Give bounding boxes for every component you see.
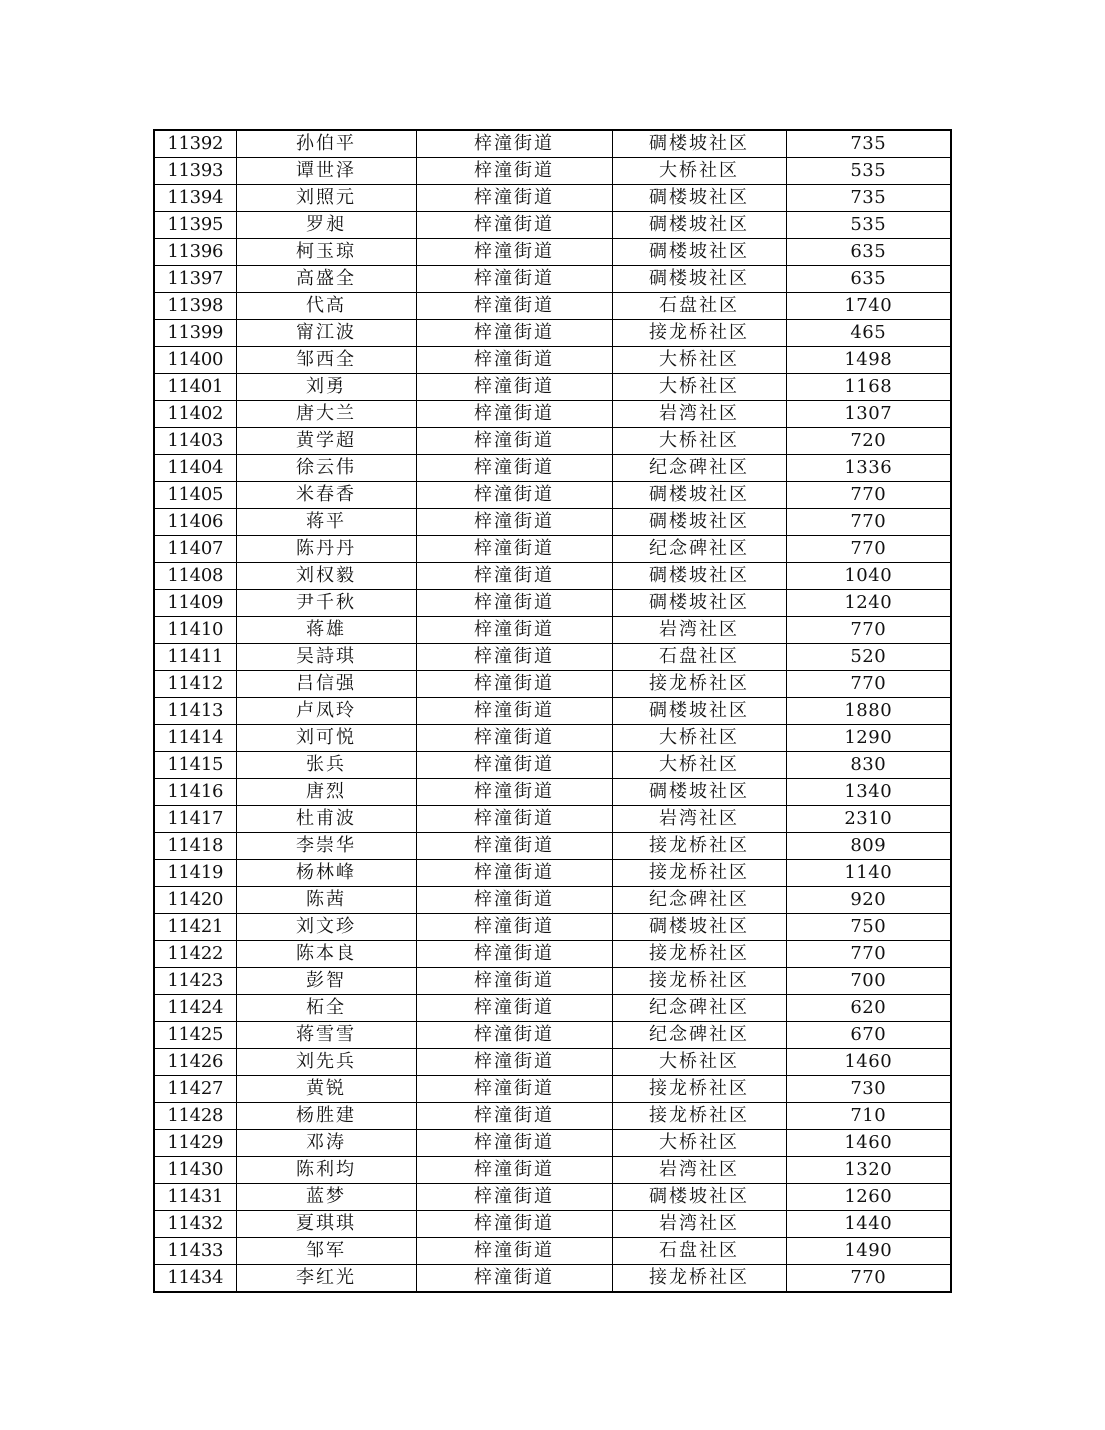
street-cell: 梓潼街道: [416, 455, 612, 482]
table-row: [154, 671, 951, 698]
row-number-cell: 11425: [154, 1022, 236, 1049]
name-cell: 米春香: [236, 482, 416, 509]
community-cell: 大桥社区: [612, 1049, 786, 1076]
row-number-cell: 11411: [154, 644, 236, 671]
row-number-cell: 11429: [154, 1130, 236, 1157]
community-cell: 接龙桥社区: [612, 1103, 786, 1130]
amount-cell: 1740: [786, 293, 951, 320]
community-cell: 碉楼坡社区: [612, 212, 786, 239]
row-number-cell: 11392: [154, 130, 236, 158]
row-number-cell: 11394: [154, 185, 236, 212]
name-cell: 蒋雄: [236, 617, 416, 644]
amount-cell: 1040: [786, 563, 951, 590]
amount-cell: 1307: [786, 401, 951, 428]
row-number-cell: 11402: [154, 401, 236, 428]
table-row: [154, 320, 951, 347]
table-body: [154, 130, 951, 1292]
street-cell: 梓潼街道: [416, 833, 612, 860]
table-row: [154, 401, 951, 428]
name-cell: 张兵: [236, 752, 416, 779]
row-number-cell: 11426: [154, 1049, 236, 1076]
street-cell: 梓潼街道: [416, 671, 612, 698]
street-cell: 梓潼街道: [416, 779, 612, 806]
name-cell: 唐大兰: [236, 401, 416, 428]
street-cell: 梓潼街道: [416, 644, 612, 671]
street-cell: 梓潼街道: [416, 1265, 612, 1293]
name-cell: 杨林峰: [236, 860, 416, 887]
row-number-cell: 11401: [154, 374, 236, 401]
community-cell: 接龙桥社区: [612, 968, 786, 995]
street-cell: 梓潼街道: [416, 401, 612, 428]
street-cell: 梓潼街道: [416, 347, 612, 374]
name-cell: 陈利均: [236, 1157, 416, 1184]
community-cell: 大桥社区: [612, 1130, 786, 1157]
name-cell: 刘权毅: [236, 563, 416, 590]
row-number-cell: 11418: [154, 833, 236, 860]
name-cell: 甯江波: [236, 320, 416, 347]
table-row: [154, 860, 951, 887]
name-cell: 罗昶: [236, 212, 416, 239]
amount-cell: 1340: [786, 779, 951, 806]
amount-cell: 635: [786, 266, 951, 293]
name-cell: 邹军: [236, 1238, 416, 1265]
amount-cell: 1880: [786, 698, 951, 725]
street-cell: 梓潼街道: [416, 320, 612, 347]
street-cell: 梓潼街道: [416, 752, 612, 779]
table-row: [154, 374, 951, 401]
row-number-cell: 11408: [154, 563, 236, 590]
row-number-cell: 11416: [154, 779, 236, 806]
amount-cell: 1440: [786, 1211, 951, 1238]
amount-cell: 520: [786, 644, 951, 671]
table-row: [154, 779, 951, 806]
street-cell: 梓潼街道: [416, 1076, 612, 1103]
community-cell: 碉楼坡社区: [612, 563, 786, 590]
name-cell: 黄学超: [236, 428, 416, 455]
amount-cell: 465: [786, 320, 951, 347]
row-number-cell: 11420: [154, 887, 236, 914]
community-cell: 岩湾社区: [612, 1157, 786, 1184]
community-cell: 接龙桥社区: [612, 833, 786, 860]
community-cell: 碉楼坡社区: [612, 779, 786, 806]
table-row: [154, 698, 951, 725]
table-row: [154, 1130, 951, 1157]
street-cell: 梓潼街道: [416, 1157, 612, 1184]
name-cell: 蒋雪雪: [236, 1022, 416, 1049]
row-number-cell: 11422: [154, 941, 236, 968]
amount-cell: 1320: [786, 1157, 951, 1184]
street-cell: 梓潼街道: [416, 1049, 612, 1076]
row-number-cell: 11428: [154, 1103, 236, 1130]
row-number-cell: 11432: [154, 1211, 236, 1238]
table-row: [154, 293, 951, 320]
subsidy-table: [153, 129, 952, 1293]
table-row: [154, 482, 951, 509]
amount-cell: 920: [786, 887, 951, 914]
table-row: [154, 1265, 951, 1293]
street-cell: 梓潼街道: [416, 968, 612, 995]
name-cell: 蓝梦: [236, 1184, 416, 1211]
street-cell: 梓潼街道: [416, 995, 612, 1022]
name-cell: 卢凤玲: [236, 698, 416, 725]
street-cell: 梓潼街道: [416, 482, 612, 509]
table-row: [154, 158, 951, 185]
street-cell: 梓潼街道: [416, 1103, 612, 1130]
community-cell: 碉楼坡社区: [612, 509, 786, 536]
community-cell: 石盘社区: [612, 644, 786, 671]
community-cell: 石盘社区: [612, 293, 786, 320]
community-cell: 接龙桥社区: [612, 860, 786, 887]
row-number-cell: 11397: [154, 266, 236, 293]
table-row: [154, 239, 951, 266]
amount-cell: 750: [786, 914, 951, 941]
community-cell: 岩湾社区: [612, 1211, 786, 1238]
name-cell: 陈丹丹: [236, 536, 416, 563]
row-number-cell: 11396: [154, 239, 236, 266]
row-number-cell: 11393: [154, 158, 236, 185]
row-number-cell: 11430: [154, 1157, 236, 1184]
amount-cell: 670: [786, 1022, 951, 1049]
row-number-cell: 11421: [154, 914, 236, 941]
amount-cell: 770: [786, 482, 951, 509]
community-cell: 纪念碑社区: [612, 995, 786, 1022]
table-row: [154, 455, 951, 482]
community-cell: 接龙桥社区: [612, 320, 786, 347]
community-cell: 大桥社区: [612, 725, 786, 752]
community-cell: 大桥社区: [612, 347, 786, 374]
amount-cell: 535: [786, 158, 951, 185]
amount-cell: 720: [786, 428, 951, 455]
name-cell: 柯玉琼: [236, 239, 416, 266]
community-cell: 接龙桥社区: [612, 1265, 786, 1293]
amount-cell: 735: [786, 130, 951, 158]
amount-cell: 1460: [786, 1049, 951, 1076]
row-number-cell: 11412: [154, 671, 236, 698]
name-cell: 邹西全: [236, 347, 416, 374]
name-cell: 黄锐: [236, 1076, 416, 1103]
amount-cell: 1140: [786, 860, 951, 887]
community-cell: 接龙桥社区: [612, 671, 786, 698]
amount-cell: 770: [786, 617, 951, 644]
amount-cell: 770: [786, 509, 951, 536]
name-cell: 李红光: [236, 1265, 416, 1293]
street-cell: 梓潼街道: [416, 266, 612, 293]
row-number-cell: 11407: [154, 536, 236, 563]
street-cell: 梓潼街道: [416, 1022, 612, 1049]
row-number-cell: 11413: [154, 698, 236, 725]
community-cell: 碉楼坡社区: [612, 590, 786, 617]
row-number-cell: 11409: [154, 590, 236, 617]
amount-cell: 770: [786, 941, 951, 968]
table-row: [154, 1103, 951, 1130]
table-row: [154, 833, 951, 860]
name-cell: 柘全: [236, 995, 416, 1022]
row-number-cell: 11424: [154, 995, 236, 1022]
name-cell: 孙伯平: [236, 130, 416, 158]
street-cell: 梓潼街道: [416, 563, 612, 590]
row-number-cell: 11404: [154, 455, 236, 482]
street-cell: 梓潼街道: [416, 293, 612, 320]
table-row: [154, 266, 951, 293]
street-cell: 梓潼街道: [416, 941, 612, 968]
table-row: [154, 887, 951, 914]
row-number-cell: 11417: [154, 806, 236, 833]
amount-cell: 535: [786, 212, 951, 239]
street-cell: 梓潼街道: [416, 239, 612, 266]
amount-cell: 1168: [786, 374, 951, 401]
name-cell: 李崇华: [236, 833, 416, 860]
row-number-cell: 11400: [154, 347, 236, 374]
table-row: [154, 1157, 951, 1184]
community-cell: 接龙桥社区: [612, 1076, 786, 1103]
street-cell: 梓潼街道: [416, 1130, 612, 1157]
community-cell: 岩湾社区: [612, 806, 786, 833]
table-row: [154, 130, 951, 158]
community-cell: 碉楼坡社区: [612, 266, 786, 293]
table-row: [154, 1022, 951, 1049]
row-number-cell: 11406: [154, 509, 236, 536]
amount-cell: 770: [786, 1265, 951, 1293]
street-cell: 梓潼街道: [416, 212, 612, 239]
street-cell: 梓潼街道: [416, 1211, 612, 1238]
street-cell: 梓潼街道: [416, 590, 612, 617]
table-row: [154, 914, 951, 941]
street-cell: 梓潼街道: [416, 860, 612, 887]
table-row: [154, 536, 951, 563]
name-cell: 刘文珍: [236, 914, 416, 941]
table-row: [154, 590, 951, 617]
amount-cell: 830: [786, 752, 951, 779]
street-cell: 梓潼街道: [416, 698, 612, 725]
amount-cell: 1240: [786, 590, 951, 617]
table-row: [154, 185, 951, 212]
name-cell: 高盛全: [236, 266, 416, 293]
table-row: [154, 563, 951, 590]
row-number-cell: 11434: [154, 1265, 236, 1293]
row-number-cell: 11419: [154, 860, 236, 887]
name-cell: 杜甫波: [236, 806, 416, 833]
row-number-cell: 11398: [154, 293, 236, 320]
name-cell: 刘先兵: [236, 1049, 416, 1076]
street-cell: 梓潼街道: [416, 428, 612, 455]
row-number-cell: 11423: [154, 968, 236, 995]
table-row: [154, 644, 951, 671]
street-cell: 梓潼街道: [416, 509, 612, 536]
table-row: [154, 1211, 951, 1238]
street-cell: 梓潼街道: [416, 806, 612, 833]
name-cell: 邓涛: [236, 1130, 416, 1157]
street-cell: 梓潼街道: [416, 185, 612, 212]
street-cell: 梓潼街道: [416, 1184, 612, 1211]
name-cell: 陈本良: [236, 941, 416, 968]
table-row: [154, 509, 951, 536]
table-row: [154, 995, 951, 1022]
community-cell: 碉楼坡社区: [612, 130, 786, 158]
name-cell: 刘勇: [236, 374, 416, 401]
community-cell: 纪念碑社区: [612, 536, 786, 563]
name-cell: 吴詩琪: [236, 644, 416, 671]
street-cell: 梓潼街道: [416, 617, 612, 644]
community-cell: 大桥社区: [612, 752, 786, 779]
row-number-cell: 11427: [154, 1076, 236, 1103]
table-row: [154, 617, 951, 644]
name-cell: 唐烈: [236, 779, 416, 806]
community-cell: 纪念碑社区: [612, 887, 786, 914]
table-row: [154, 725, 951, 752]
name-cell: 吕信强: [236, 671, 416, 698]
name-cell: 彭智: [236, 968, 416, 995]
row-number-cell: 11433: [154, 1238, 236, 1265]
name-cell: 尹千秋: [236, 590, 416, 617]
table-row: [154, 752, 951, 779]
amount-cell: 1290: [786, 725, 951, 752]
street-cell: 梓潼街道: [416, 725, 612, 752]
name-cell: 刘照元: [236, 185, 416, 212]
amount-cell: 1336: [786, 455, 951, 482]
community-cell: 碉楼坡社区: [612, 482, 786, 509]
row-number-cell: 11431: [154, 1184, 236, 1211]
street-cell: 梓潼街道: [416, 1238, 612, 1265]
community-cell: 岩湾社区: [612, 401, 786, 428]
amount-cell: 2310: [786, 806, 951, 833]
name-cell: 谭世泽: [236, 158, 416, 185]
name-cell: 刘可悦: [236, 725, 416, 752]
amount-cell: 735: [786, 185, 951, 212]
row-number-cell: 11399: [154, 320, 236, 347]
row-number-cell: 11403: [154, 428, 236, 455]
amount-cell: 1460: [786, 1130, 951, 1157]
community-cell: 大桥社区: [612, 158, 786, 185]
table-row: [154, 1076, 951, 1103]
community-cell: 碉楼坡社区: [612, 239, 786, 266]
table-row: [154, 428, 951, 455]
table-row: [154, 212, 951, 239]
amount-cell: 809: [786, 833, 951, 860]
amount-cell: 770: [786, 671, 951, 698]
amount-cell: 730: [786, 1076, 951, 1103]
amount-cell: 700: [786, 968, 951, 995]
row-number-cell: 11410: [154, 617, 236, 644]
community-cell: 大桥社区: [612, 428, 786, 455]
community-cell: 碉楼坡社区: [612, 185, 786, 212]
amount-cell: 710: [786, 1103, 951, 1130]
name-cell: 夏琪琪: [236, 1211, 416, 1238]
amount-cell: 635: [786, 239, 951, 266]
amount-cell: 620: [786, 995, 951, 1022]
street-cell: 梓潼街道: [416, 536, 612, 563]
community-cell: 碉楼坡社区: [612, 698, 786, 725]
amount-cell: 1490: [786, 1238, 951, 1265]
table-row: [154, 968, 951, 995]
amount-cell: 1260: [786, 1184, 951, 1211]
table-row: [154, 806, 951, 833]
community-cell: 纪念碑社区: [612, 1022, 786, 1049]
name-cell: 陈茜: [236, 887, 416, 914]
table-row: [154, 1184, 951, 1211]
name-cell: 蒋平: [236, 509, 416, 536]
amount-cell: 770: [786, 536, 951, 563]
community-cell: 大桥社区: [612, 374, 786, 401]
street-cell: 梓潼街道: [416, 158, 612, 185]
community-cell: 石盘社区: [612, 1238, 786, 1265]
table-row: [154, 1238, 951, 1265]
name-cell: 徐云伟: [236, 455, 416, 482]
community-cell: 碉楼坡社区: [612, 1184, 786, 1211]
street-cell: 梓潼街道: [416, 374, 612, 401]
row-number-cell: 11414: [154, 725, 236, 752]
street-cell: 梓潼街道: [416, 887, 612, 914]
amount-cell: 1498: [786, 347, 951, 374]
row-number-cell: 11395: [154, 212, 236, 239]
community-cell: 纪念碑社区: [612, 455, 786, 482]
community-cell: 碉楼坡社区: [612, 914, 786, 941]
table-row: [154, 1049, 951, 1076]
name-cell: 代高: [236, 293, 416, 320]
row-number-cell: 11415: [154, 752, 236, 779]
name-cell: 杨胜建: [236, 1103, 416, 1130]
community-cell: 接龙桥社区: [612, 941, 786, 968]
community-cell: 岩湾社区: [612, 617, 786, 644]
table-row: [154, 347, 951, 374]
street-cell: 梓潼街道: [416, 130, 612, 158]
row-number-cell: 11405: [154, 482, 236, 509]
table-row: [154, 941, 951, 968]
street-cell: 梓潼街道: [416, 914, 612, 941]
